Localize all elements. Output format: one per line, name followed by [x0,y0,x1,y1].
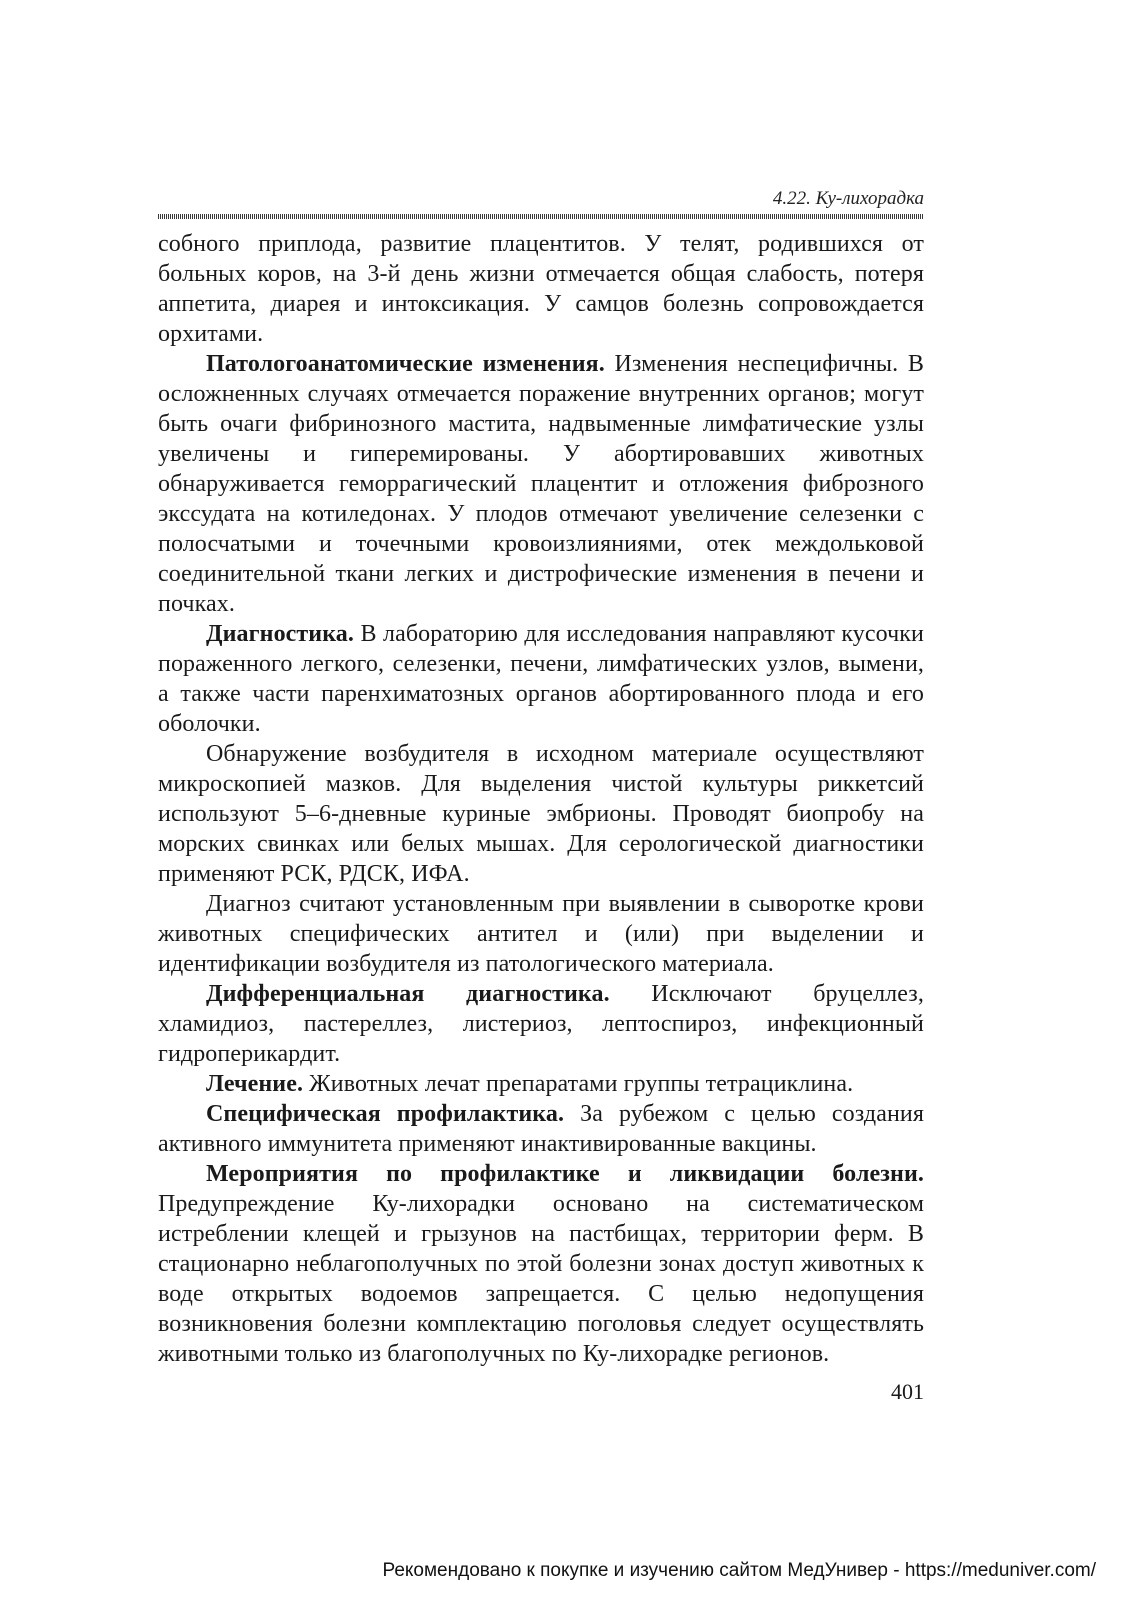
paragraph-text: Исключают бруцеллез, хламидиоз, пастереллез, листериоз, лептоспироз, инфекционный гидроперикардит. [158,981,924,1067]
paragraph-differential [158,979,924,1069]
paragraph-text: Животных лечат препаратами группы тетрациклина. [303,1071,854,1097]
paragraph-specific-prevention [158,1099,924,1159]
section-heading-pathology: Патологоанатомические изменения. [206,351,605,377]
paragraph-text: В лабораторию для исследования направляют кусочки пораженного легкого, селезенки, печени, лимфатических узлов, вымени, а также части паренхиматозных органов абортированного плода и его оболочки. [158,621,924,737]
paragraph-measures [158,1159,924,1369]
page-number: 401 [891,1379,924,1404]
paragraph-text: Предупреждение Ку-лихорадки основано на систематическом истреблении клещей и грызунов на пастбищах, территории ферм. В стационарно неблагополучных по этой болезни зонах доступ животных к воде открытых водоемов запрещается. С целью недопущения возникновения болезни комплектацию поголовья следует осуществлять животными только из благополучных по Ку-лихорадке регионов. [158,1191,924,1367]
paragraph-treatment [158,1069,924,1099]
footer-note: Рекомендовано к покупке и изучению сайтом МедУнивер - https://meduniver.com/ [382,1560,1096,1581]
paragraph-pathogen-detection [158,739,924,889]
paragraph-text: Изменения неспецифичны. В осложненных случаях отмечается поражение внутренних органов; могут быть очаги фибринозного мастита, надвыменные лимфатические узлы увеличены и гиперемированы. У абортировавших животных обнаруживается геморрагический плацентит и отложения фиброзного экссудата на котиледонах. У плодов отмечают увеличение селезенки с полосчатыми и точечными кровоизлияниями, отек междольковой соединительной ткани легких и дистрофические изменения в печени и почках. [158,351,924,617]
section-heading-diagnostics: Диагностика. [206,621,355,647]
running-title: 4.22. Ку-лихорадка [772,188,924,209]
section-heading-measures: Мероприятия по профилактике и ликвидации болезни. [206,1161,924,1187]
paragraph-text: Диагноз считают установленным при выявлении в сыворотке крови животных специфических антител и (или) при выделении и идентификации возбудителя из патологического материала. [158,891,924,977]
section-heading-treatment: Лечение. [206,1071,304,1097]
section-heading-specific-prevention: Специфическая профилактика. [206,1101,565,1127]
paragraph-diagnostics [158,619,924,739]
body-text [158,229,924,1369]
paragraph-continuation [158,229,924,349]
paragraph-diagnosis-criteria [158,889,924,979]
paragraph-text: За рубежом с целью создания активного иммунитета применяют инактивированные вакцины. [158,1101,924,1157]
paragraph-pathology [158,349,924,619]
paragraph-text: Обнаружение возбудителя в исходном материале осуществляют микроскопией мазков. Для выделения чистой культуры риккетсий используют 5–6-дневные куриные эмбрионы. Проводят биопробу на морских свинках или белых мышах. Для серологической диагностики применяют РСК, РДСК, ИФА. [158,741,924,887]
section-heading-differential: Дифференциальная диагностика. [206,981,610,1007]
paragraph-text: собного приплода, развитие плацентитов. У телят, родившихся от больных коров, на 3-й день жизни отмечается общая слабость, потеря аппетита, диарея и интоксикация. У самцов болезнь сопровождается орхитами. [158,231,924,347]
header-rule [158,214,924,219]
